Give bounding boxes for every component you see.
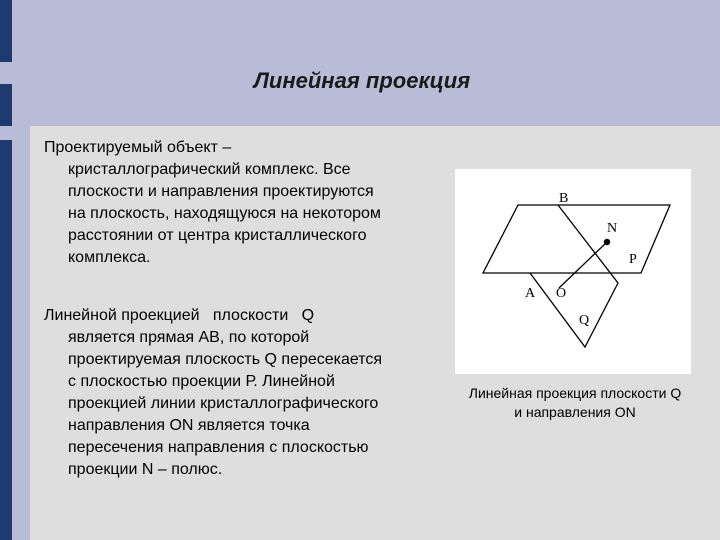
paragraph-2 xyxy=(44,305,382,481)
projection-figure xyxy=(455,169,691,374)
paragraph-1-line: на плоскость, находящуюся на некотором xyxy=(68,205,381,222)
caption-line: и направления ON xyxy=(514,404,636,420)
label-q: Q xyxy=(579,313,590,328)
pole-n-point xyxy=(604,239,610,245)
label-o: O xyxy=(556,286,567,301)
slide-title: Линейная проекция xyxy=(253,68,471,93)
paragraph-1 xyxy=(44,137,381,269)
direction-on-line xyxy=(559,242,607,288)
paragraph-2-line: проектируемая плоскость Q пересекается xyxy=(68,351,383,368)
paragraph-2-line: пересечения направления с плоскостью xyxy=(68,439,369,456)
label-b: B xyxy=(559,191,569,206)
paragraph-1-line: Проектируемый объект – xyxy=(44,139,232,156)
plane-q xyxy=(530,205,618,347)
accent-bar-bottom xyxy=(0,140,12,540)
paragraph-2-line: проекции N – полюс. xyxy=(68,461,223,478)
accent-bar-top xyxy=(0,0,12,62)
label-p: P xyxy=(629,252,637,267)
paragraph-2-line: с плоскостью проекции Р. Линейной xyxy=(68,373,335,390)
paragraph-1-line: плоскости и направления проектируются xyxy=(68,183,374,200)
paragraph-1-line: кристаллографический комплекс. Все xyxy=(68,161,351,178)
paragraph-1-line: расстоянии от центра кристаллического xyxy=(68,227,367,244)
projection-plane-p xyxy=(483,205,670,273)
figure-caption xyxy=(440,384,710,422)
paragraph-2-line: направления ОN является точка xyxy=(68,417,310,434)
caption-line: Линейная проекция плоскости Q xyxy=(468,385,682,401)
paragraph-1-line: комплекса. xyxy=(68,249,151,266)
label-n: N xyxy=(607,221,618,236)
projection-diagram xyxy=(455,169,691,374)
label-a: A xyxy=(525,286,536,301)
paragraph-2-line: проекцией линии кристаллографического xyxy=(68,395,379,412)
paragraph-2-line: является прямая АВ, по которой xyxy=(68,329,310,346)
paragraph-2-line: Линейной проекцией плоскости Q xyxy=(44,307,315,324)
